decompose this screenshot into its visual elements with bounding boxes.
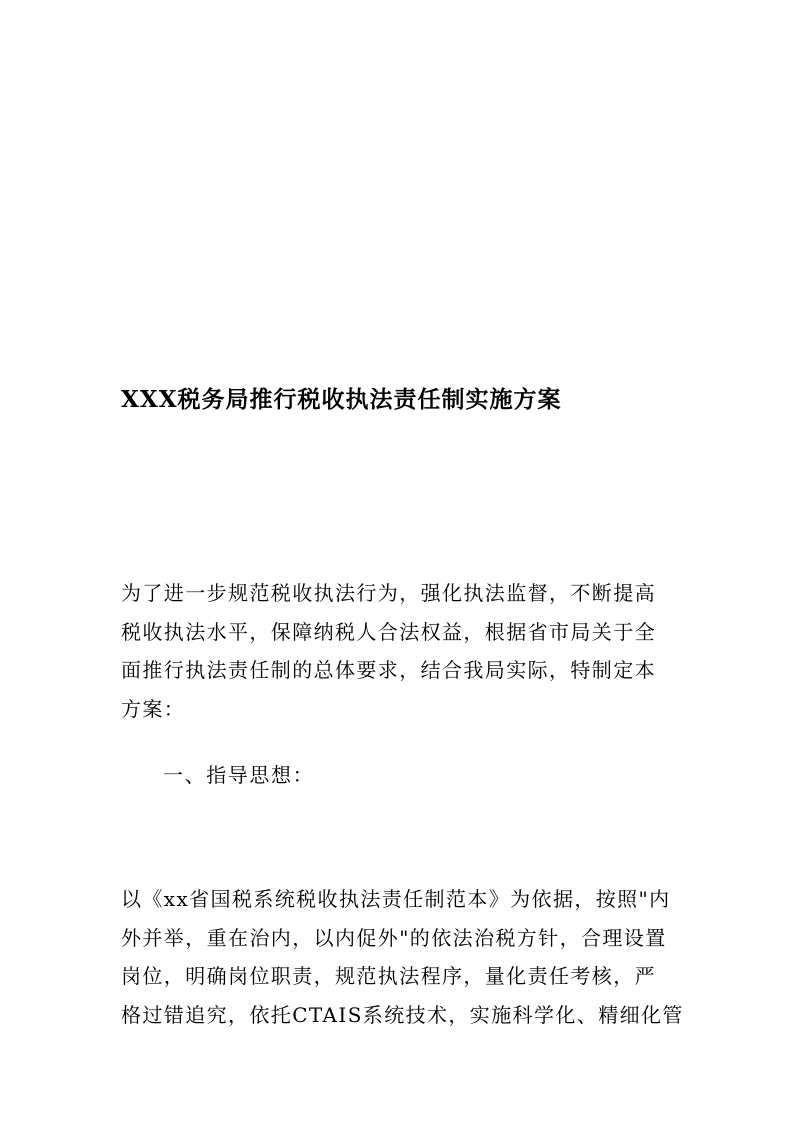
- section-line: 以《xx省国税系统税收执法责任制范本》为依据，按照"内: [121, 887, 671, 911]
- section-heading-guiding-thought: 一、指导思想：: [163, 763, 315, 787]
- intro-line: 为了进一步规范税收执法行为，强化执法监督，不断提高: [121, 581, 656, 605]
- document-title: XXX税务局推行税收执法责任制实施方案: [121, 386, 562, 413]
- section-line: 格过错追究，依托CTAIS系统技术，实施科学化、精细化管: [121, 1002, 684, 1027]
- section-line: 岗位，明确岗位职责，规范执法程序，量化责任考核，严: [121, 964, 656, 988]
- section-paragraph: [121, 880, 691, 1034]
- intro-line: 税收执法水平，保障纳税人合法权益，根据省市局关于全: [121, 619, 656, 644]
- intro-line: 方案：: [121, 696, 186, 721]
- intro-paragraph: [121, 574, 691, 728]
- intro-line: 面推行执法责任制的总体要求，结合我局实际，特制定本: [121, 658, 656, 682]
- section-line: 外并举，重在治内，以内促外"的依法治税方针，合理设置: [121, 925, 667, 950]
